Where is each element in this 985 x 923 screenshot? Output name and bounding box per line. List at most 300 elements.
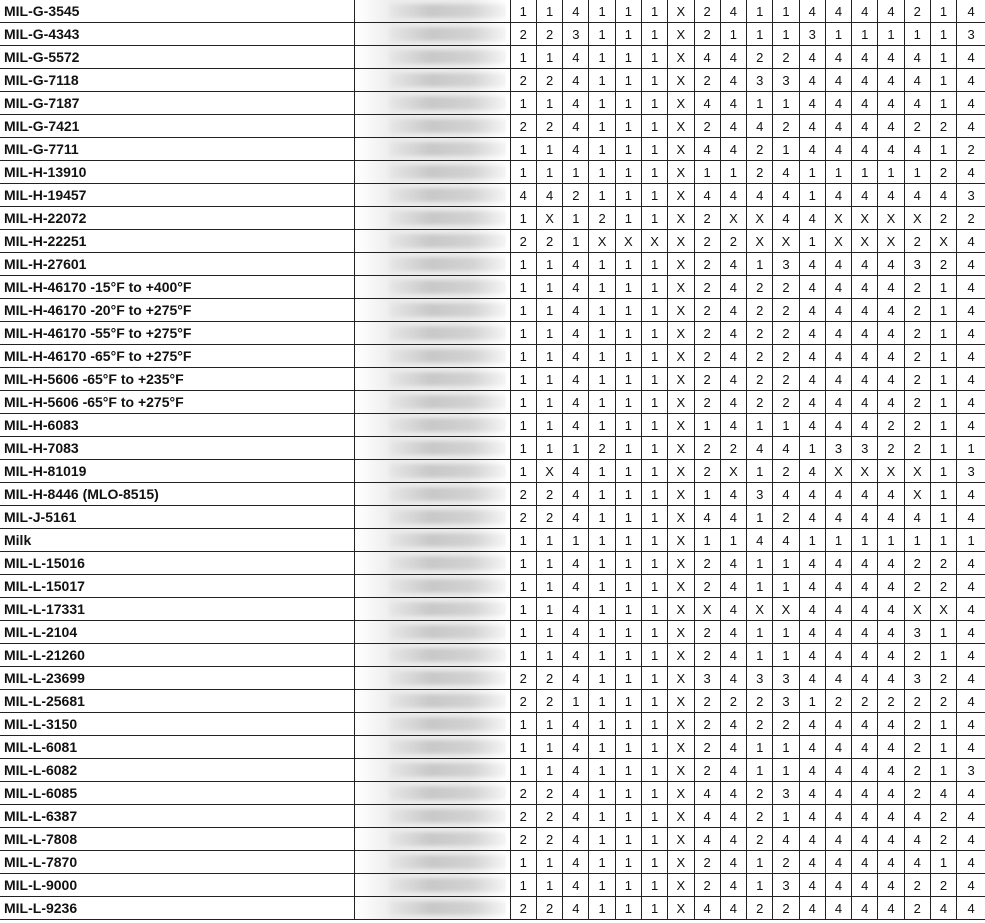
rating-cell: 1 [536, 874, 562, 897]
rating-cell: 1 [563, 230, 589, 253]
rating-cell: 4 [878, 322, 904, 345]
rating-cell: 4 [852, 552, 878, 575]
rating-cell: X [668, 759, 694, 782]
rating-cell: 4 [852, 897, 878, 920]
chemical-name-cell: MIL-L-9000 [0, 874, 355, 897]
rating-cell: 1 [747, 644, 773, 667]
rating-cell: 2 [904, 736, 930, 759]
rating-cell: 1 [589, 759, 615, 782]
rating-cell: X [773, 230, 799, 253]
rating-cell: 4 [720, 299, 746, 322]
rating-cell: 2 [694, 115, 720, 138]
rating-cell: 1 [878, 529, 904, 552]
rating-cell: 4 [825, 897, 851, 920]
rating-cell: X [668, 506, 694, 529]
rating-cell: 1 [641, 851, 667, 874]
rating-cell: X [825, 230, 851, 253]
rating-cell: 1 [799, 690, 825, 713]
rating-cell: 1 [747, 759, 773, 782]
rating-cell: 4 [720, 69, 746, 92]
redaction-blur [389, 464, 506, 478]
rating-cell: 4 [957, 253, 985, 276]
rating-cell: 2 [773, 851, 799, 874]
rating-cell: 4 [825, 184, 851, 207]
table-row [0, 92, 985, 115]
rating-cell: 4 [694, 138, 720, 161]
rating-cell: 2 [904, 414, 930, 437]
rating-cell: 1 [930, 506, 956, 529]
rating-cell: 1 [615, 828, 641, 851]
rating-cell: 4 [825, 552, 851, 575]
chemical-name-cell: MIL-H-46170 -20°F to +275°F [0, 299, 355, 322]
rating-cell: X [668, 667, 694, 690]
rating-cell: 1 [930, 529, 956, 552]
rating-cell: X [930, 598, 956, 621]
rating-cell: X [694, 598, 720, 621]
rating-cell: 2 [747, 391, 773, 414]
rating-cell: 4 [957, 782, 985, 805]
rating-cell: 4 [957, 414, 985, 437]
rating-cell: 2 [904, 690, 930, 713]
rating-cell: 2 [536, 690, 562, 713]
redacted-code-cell [355, 138, 507, 161]
rating-cell: X [668, 92, 694, 115]
rating-cell: 2 [720, 437, 746, 460]
rating-cell: 4 [563, 138, 589, 161]
rating-cell: 1 [747, 460, 773, 483]
rating-cell: 4 [694, 92, 720, 115]
rating-cell: 4 [720, 92, 746, 115]
rating-cell: 2 [510, 897, 536, 920]
rating-cell: 1 [694, 529, 720, 552]
rating-cell: 1 [589, 851, 615, 874]
rating-cell: 2 [589, 437, 615, 460]
redacted-code-cell [355, 759, 507, 782]
rating-cell: 4 [799, 391, 825, 414]
rating-cell: 4 [852, 575, 878, 598]
rating-cell: 2 [773, 115, 799, 138]
rating-cell: 1 [615, 92, 641, 115]
chemical-name-cell: MIL-L-17331 [0, 598, 355, 621]
rating-cell: 2 [904, 874, 930, 897]
rating-cell: 4 [878, 138, 904, 161]
rating-cell: 2 [930, 115, 956, 138]
rating-cell: 1 [510, 529, 536, 552]
rating-cell: 1 [589, 598, 615, 621]
rating-cell: 4 [563, 0, 589, 23]
rating-cell: X [668, 184, 694, 207]
rating-cell: 1 [825, 529, 851, 552]
rating-cell: 4 [930, 782, 956, 805]
rating-cell: 4 [799, 667, 825, 690]
rating-cell: 4 [773, 828, 799, 851]
rating-cell: 4 [878, 644, 904, 667]
rating-cell: 1 [641, 184, 667, 207]
rating-cell: 1 [563, 161, 589, 184]
rating-cell: 4 [957, 575, 985, 598]
redaction-blur [389, 234, 506, 248]
rating-cell: 1 [641, 345, 667, 368]
rating-cell: 1 [694, 161, 720, 184]
rating-cell: X [668, 874, 694, 897]
rating-cell: 3 [904, 253, 930, 276]
rating-cell: 4 [957, 368, 985, 391]
rating-cell: X [641, 230, 667, 253]
rating-cell: 2 [747, 782, 773, 805]
rating-cell: 1 [904, 529, 930, 552]
rating-cell: 2 [510, 828, 536, 851]
rating-cell: 4 [904, 46, 930, 69]
rating-cell: 1 [615, 598, 641, 621]
rating-cell: X [668, 644, 694, 667]
rating-cell: 1 [536, 851, 562, 874]
table-row [0, 713, 985, 736]
rating-cell: 1 [878, 23, 904, 46]
rating-cell: 2 [747, 897, 773, 920]
rating-cell: 1 [615, 897, 641, 920]
rating-cell: 1 [589, 483, 615, 506]
rating-cell: 2 [510, 23, 536, 46]
rating-cell: 4 [852, 322, 878, 345]
redaction-blur [389, 671, 506, 685]
table-row [0, 437, 985, 460]
rating-cell: 4 [930, 184, 956, 207]
rating-cell: 2 [878, 690, 904, 713]
chemical-name-cell: Milk [0, 529, 355, 552]
rating-cell: 4 [878, 253, 904, 276]
table-row [0, 828, 985, 851]
rating-cell: 4 [852, 0, 878, 23]
rating-cell: X [825, 460, 851, 483]
rating-cell: 1 [825, 161, 851, 184]
chemical-name-cell: MIL-H-8446 (MLO-8515) [0, 483, 355, 506]
rating-cell: 1 [615, 368, 641, 391]
rating-cell: 1 [510, 414, 536, 437]
chemical-name-cell: MIL-H-27601 [0, 253, 355, 276]
rating-cell: 4 [878, 506, 904, 529]
rating-cell: 4 [694, 805, 720, 828]
rating-cell: 1 [615, 299, 641, 322]
rating-cell: 4 [799, 736, 825, 759]
rating-cell: 1 [799, 230, 825, 253]
rating-cell: 2 [536, 667, 562, 690]
rating-cell: 3 [747, 69, 773, 92]
redaction-blur [389, 832, 506, 846]
rating-cell: 4 [878, 782, 904, 805]
rating-cell: X [904, 207, 930, 230]
rating-cell: 1 [641, 253, 667, 276]
rating-cell: 1 [615, 0, 641, 23]
rating-cell: 4 [825, 115, 851, 138]
redacted-code-cell [355, 736, 507, 759]
rating-cell: 4 [878, 874, 904, 897]
rating-cell: 2 [694, 736, 720, 759]
rating-cell: 1 [641, 92, 667, 115]
rating-cell: 4 [904, 184, 930, 207]
rating-cell: 2 [904, 713, 930, 736]
rating-cell: 3 [957, 184, 985, 207]
table-row [0, 345, 985, 368]
rating-cell: 3 [957, 759, 985, 782]
rating-cell: 2 [510, 115, 536, 138]
rating-cell: 2 [747, 46, 773, 69]
rating-cell: 1 [852, 161, 878, 184]
rating-cell: 4 [825, 483, 851, 506]
rating-cell: 1 [510, 368, 536, 391]
rating-cell: 1 [930, 23, 956, 46]
rating-cell: 4 [563, 46, 589, 69]
rating-cell: 2 [904, 0, 930, 23]
redaction-blur [389, 740, 506, 754]
rating-cell: 4 [852, 253, 878, 276]
rating-cell: 1 [930, 69, 956, 92]
rating-cell: X [668, 23, 694, 46]
rating-cell: 2 [589, 207, 615, 230]
rating-cell: 1 [589, 0, 615, 23]
rating-cell: 4 [878, 736, 904, 759]
rating-cell: 4 [957, 483, 985, 506]
redacted-code-cell [355, 506, 507, 529]
rating-cell: X [668, 230, 694, 253]
rating-cell: 4 [694, 506, 720, 529]
rating-cell: X [930, 230, 956, 253]
rating-cell: 4 [852, 828, 878, 851]
rating-cell: 1 [510, 437, 536, 460]
rating-cell: 4 [957, 69, 985, 92]
rating-cell: 1 [930, 713, 956, 736]
redacted-code-cell [355, 437, 507, 460]
rating-cell: 4 [799, 322, 825, 345]
rating-cell: 4 [747, 437, 773, 460]
rating-cell: 3 [957, 23, 985, 46]
rating-cell: 4 [878, 0, 904, 23]
rating-cell: 4 [825, 138, 851, 161]
rating-cell: 1 [641, 368, 667, 391]
chemical-name-cell: MIL-H-46170 -65°F to +275°F [0, 345, 355, 368]
rating-cell: 4 [799, 299, 825, 322]
rating-cell: 4 [720, 713, 746, 736]
rating-cell: 1 [799, 437, 825, 460]
rating-cell: 4 [852, 115, 878, 138]
rating-cell: 4 [773, 184, 799, 207]
rating-cell: 4 [852, 736, 878, 759]
rating-cell: 4 [852, 483, 878, 506]
rating-cell: 1 [773, 575, 799, 598]
rating-cell: 4 [773, 161, 799, 184]
rating-cell: 4 [563, 874, 589, 897]
rating-cell: 4 [720, 184, 746, 207]
rating-cell: X [668, 368, 694, 391]
rating-cell: 4 [878, 483, 904, 506]
rating-cell: 4 [563, 667, 589, 690]
rating-cell: 1 [641, 713, 667, 736]
rating-cell: 4 [720, 805, 746, 828]
rating-cell: 1 [641, 644, 667, 667]
rating-cell: 1 [694, 483, 720, 506]
rating-cell: 4 [799, 782, 825, 805]
rating-cell: X [668, 529, 694, 552]
rating-cell: 2 [510, 805, 536, 828]
rating-cell: 1 [641, 161, 667, 184]
chemical-name-cell: MIL-H-5606 -65°F to +275°F [0, 391, 355, 414]
rating-cell: 4 [957, 230, 985, 253]
redaction-blur [389, 602, 506, 616]
rating-cell: 4 [563, 736, 589, 759]
rating-cell: 4 [694, 897, 720, 920]
rating-cell: 1 [589, 713, 615, 736]
rating-cell: 4 [957, 345, 985, 368]
rating-cell: 4 [720, 598, 746, 621]
rating-cell: 1 [536, 299, 562, 322]
rating-cell: 1 [799, 184, 825, 207]
rating-cell: 1 [510, 345, 536, 368]
rating-cell: 4 [852, 621, 878, 644]
rating-cell: 1 [510, 276, 536, 299]
rating-cell: 1 [589, 552, 615, 575]
rating-cell: 1 [615, 207, 641, 230]
rating-cell: 1 [641, 437, 667, 460]
rating-cell: 1 [773, 644, 799, 667]
chemical-name-cell: MIL-G-7711 [0, 138, 355, 161]
chemical-name-cell: MIL-L-6082 [0, 759, 355, 782]
rating-cell: 4 [799, 851, 825, 874]
rating-cell: 4 [563, 391, 589, 414]
rating-cell: 4 [825, 253, 851, 276]
chemical-name-cell: MIL-L-6081 [0, 736, 355, 759]
rating-cell: 2 [694, 391, 720, 414]
rating-cell: 1 [563, 207, 589, 230]
rating-cell: 2 [852, 690, 878, 713]
rating-cell: 4 [957, 115, 985, 138]
rating-cell: 4 [957, 713, 985, 736]
rating-cell: 1 [641, 690, 667, 713]
rating-cell: 4 [799, 460, 825, 483]
rating-cell: 1 [510, 391, 536, 414]
rating-cell: 1 [773, 92, 799, 115]
rating-cell: 4 [799, 207, 825, 230]
rating-cell: 4 [799, 874, 825, 897]
rating-cell: 2 [694, 345, 720, 368]
rating-cell: 4 [720, 345, 746, 368]
redaction-blur [389, 579, 506, 593]
rating-cell: 1 [615, 23, 641, 46]
rating-cell: 4 [957, 322, 985, 345]
rating-cell: 2 [825, 690, 851, 713]
rating-cell: 4 [563, 598, 589, 621]
rating-cell: 1 [510, 598, 536, 621]
rating-cell: X [668, 115, 694, 138]
rating-cell: 1 [589, 276, 615, 299]
rating-cell: 2 [747, 276, 773, 299]
rating-cell: 4 [957, 621, 985, 644]
rating-cell: 4 [799, 575, 825, 598]
rating-cell: 1 [641, 736, 667, 759]
rating-cell: 1 [536, 759, 562, 782]
rating-cell: 4 [825, 851, 851, 874]
rating-cell: X [852, 460, 878, 483]
rating-cell: 1 [930, 759, 956, 782]
rating-cell: 4 [563, 828, 589, 851]
rating-cell: 1 [930, 92, 956, 115]
rating-cell: 4 [825, 414, 851, 437]
rating-cell: 2 [773, 460, 799, 483]
rating-cell: 4 [825, 368, 851, 391]
rating-cell: 4 [852, 805, 878, 828]
rating-cell: 2 [904, 575, 930, 598]
table-row [0, 644, 985, 667]
redacted-code-cell [355, 184, 507, 207]
redaction-blur [389, 717, 506, 731]
rating-cell: 4 [825, 621, 851, 644]
rating-cell: 1 [773, 759, 799, 782]
rating-cell: 4 [878, 667, 904, 690]
rating-cell: 1 [747, 575, 773, 598]
rating-cell: 4 [878, 276, 904, 299]
rating-cell: 1 [510, 874, 536, 897]
rating-cell: 2 [694, 299, 720, 322]
rating-cell: 1 [747, 23, 773, 46]
rating-cell: 4 [825, 276, 851, 299]
rating-cell: 2 [904, 391, 930, 414]
chemical-name-cell: MIL-L-9236 [0, 897, 355, 920]
redaction-blur [389, 257, 506, 271]
rating-cell: 1 [589, 897, 615, 920]
rating-cell: 1 [641, 23, 667, 46]
chemical-name-cell: MIL-G-3545 [0, 0, 355, 23]
rating-cell: 1 [536, 391, 562, 414]
chemical-name-cell: MIL-L-2104 [0, 621, 355, 644]
chemical-name-cell: MIL-G-7187 [0, 92, 355, 115]
rating-cell: 4 [825, 782, 851, 805]
rating-cell: 1 [930, 276, 956, 299]
rating-cell: 2 [694, 0, 720, 23]
rating-cell: X [668, 851, 694, 874]
rating-cell: 4 [878, 299, 904, 322]
redacted-code-cell [355, 483, 507, 506]
rating-cell: 4 [799, 368, 825, 391]
rating-cell: 4 [720, 575, 746, 598]
redacted-code-cell [355, 207, 507, 230]
chemical-name-cell: MIL-J-5161 [0, 506, 355, 529]
rating-cell: 1 [747, 851, 773, 874]
rating-cell: 4 [852, 92, 878, 115]
rating-cell: 4 [825, 598, 851, 621]
redaction-blur [389, 855, 506, 869]
rating-cell: 1 [641, 874, 667, 897]
rating-cell: 1 [536, 644, 562, 667]
redacted-code-cell [355, 230, 507, 253]
rating-cell: 2 [694, 644, 720, 667]
rating-cell: 1 [641, 575, 667, 598]
rating-cell: 4 [878, 115, 904, 138]
rating-cell: 1 [563, 437, 589, 460]
rating-cell: 1 [589, 138, 615, 161]
rating-cell: 1 [930, 46, 956, 69]
rating-cell: 2 [904, 230, 930, 253]
rating-cell: 3 [825, 437, 851, 460]
rating-cell: 1 [615, 782, 641, 805]
redaction-blur [389, 4, 506, 18]
rating-cell: X [668, 46, 694, 69]
rating-cell: 4 [957, 851, 985, 874]
rating-cell: 4 [878, 552, 904, 575]
rating-cell: 2 [904, 115, 930, 138]
rating-cell: 2 [694, 552, 720, 575]
rating-cell: 4 [825, 506, 851, 529]
rating-cell: 1 [536, 253, 562, 276]
redacted-code-cell [355, 299, 507, 322]
rating-cell: 4 [825, 805, 851, 828]
